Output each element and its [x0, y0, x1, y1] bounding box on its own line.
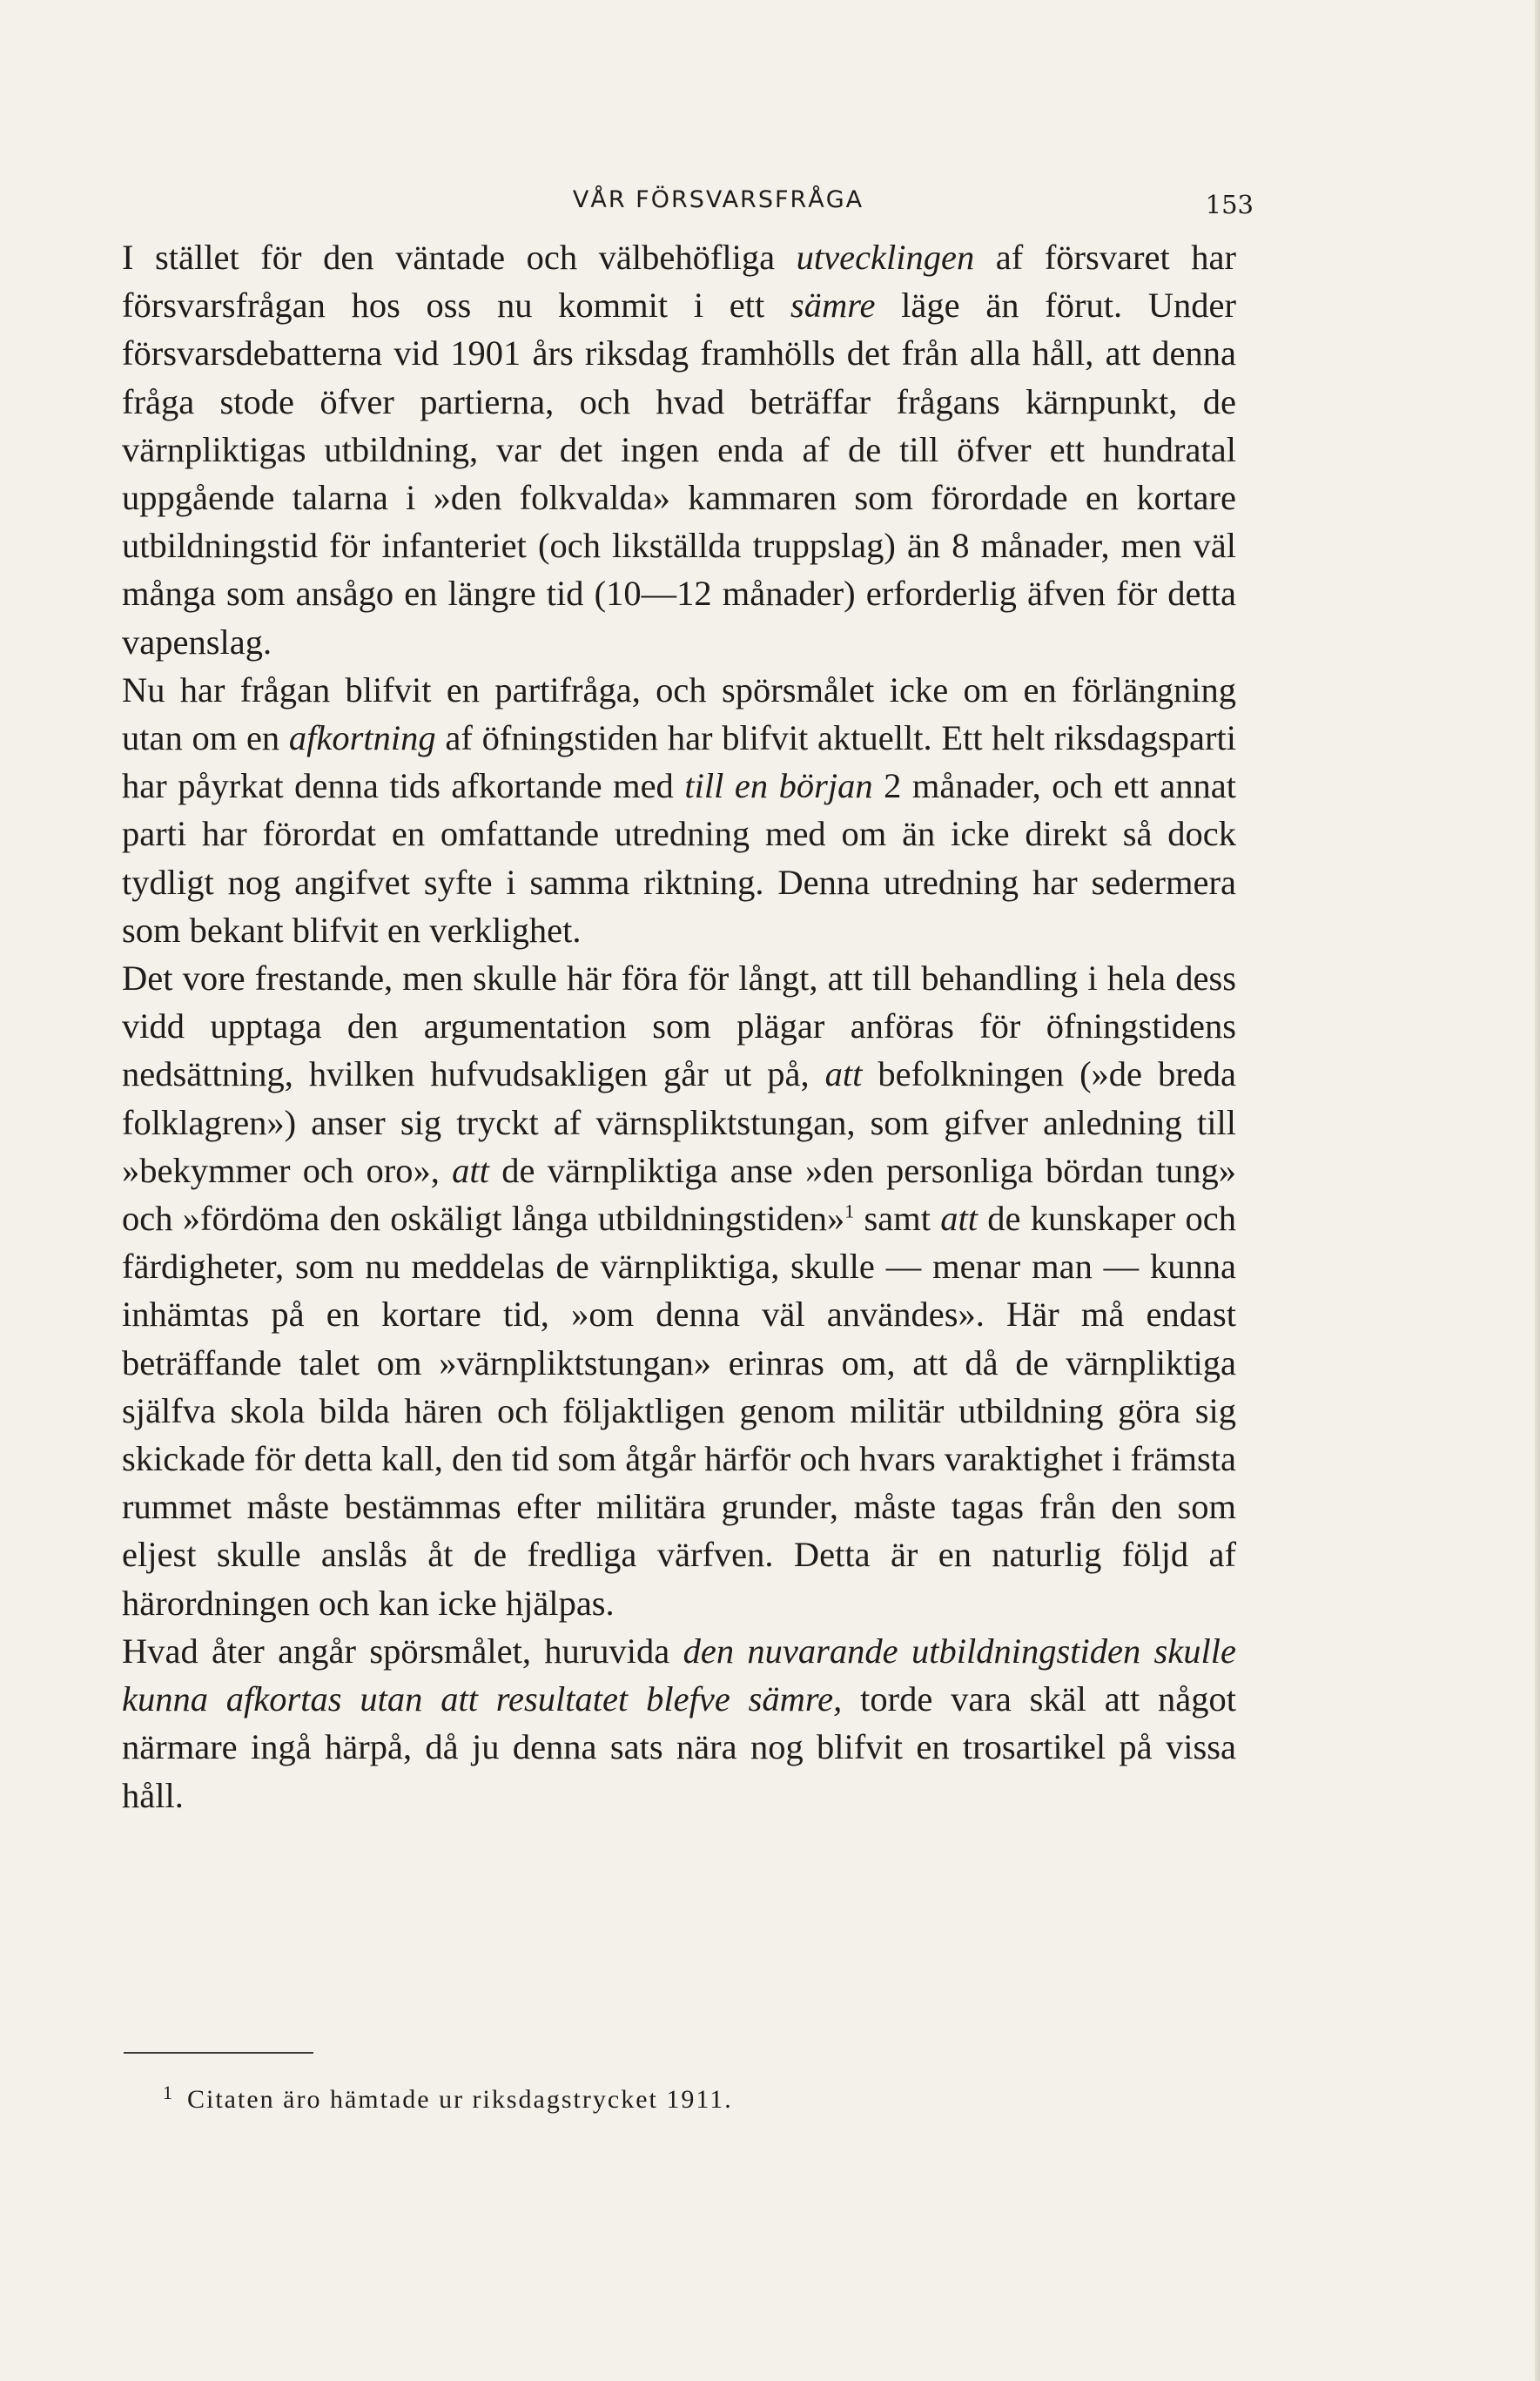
text-run: I stället för den väntade och välbehöfliga [122, 238, 797, 277]
text-run: befolkningen (»de breda folklagren») anser sig tryckt af värnspliktstungan, som gifver anledning till »bekymmer och oro», [122, 1054, 1236, 1190]
body-text [122, 233, 1236, 1819]
text-run: de värnpliktiga anse »den personliga bördan tung» och »fördöma den oskäligt långa utbildningstiden» [122, 1150, 1237, 1239]
italic-text: afkortning [288, 718, 436, 758]
paragraph-3 [122, 954, 1236, 1627]
footnote-rule [124, 2052, 313, 2054]
text-run: torde vara skäl att något närmare ingå härpå, då ju denna sats nära nog blifvit en trosartikel på vissa håll. [122, 1679, 1236, 1815]
footnote-text: Citaten äro hämtade ur riksdagstrycket 1911. [187, 2085, 733, 2114]
italic-text: att [452, 1150, 489, 1190]
footnote-reference: 1 [844, 1200, 855, 1222]
text-run: 2 månader, och ett annat parti har förordat en omfattande utredning med om än icke direkt så dock tydligt nog angifvet syfte i samma riktning. Denna utredning har sedermera som bekant blifvit en verklighet. [122, 766, 1236, 950]
running-head [183, 181, 1254, 225]
paragraph-2 [122, 666, 1236, 954]
italic-text: den nuvarande utbildningstiden skulle kunna afkortas utan att resultatet blefve sämre, [122, 1631, 1237, 1719]
footnote-marker: 1 [163, 2082, 174, 2103]
text-run: af försvaret har försvarsfrågan hos oss nu kommit i ett [122, 238, 1237, 326]
text-run: läge än förut. Under försvarsdebatterna vid 1901 års riksdag framhölls det från alla håll, att denna fråga stode öfver partierna, och hvad beträffar frågans kärnpunkt, de värnpliktigas utbildning, var det ingen enda af de till öfver ett hundratal uppgående talarna i »den folkvalda» kammaren som förordade en kortare utbildningstid för infanteriet (och likställda truppslag) än 8 månader, men väl många som ansågo en längre tid (10—12 månader) erforderlig äfven för detta vapenslag. [122, 286, 1236, 662]
page-number: 153 [1205, 190, 1254, 219]
text-run: samt [854, 1199, 941, 1239]
paragraph-1 [122, 233, 1236, 666]
text-run: de kunskaper och färdigheter, som nu meddelas de värnpliktiga, skulle — menar man — kunna inhämtas på en kortare tid, »om denna väl användes». Här må endast beträffande talet om »värnpliktstungan» erinras om, att då de värnpliktiga själfva skola bilda hären och följaktligen genom militär utbildning göra sig skickade för detta kall, den tid som åtgår härför och hvars varaktighet i främsta rummet måste bestämmas efter militära grunder, måste tagas från den som eljest skulle anslås åt de fredliga värfven. Detta är en naturlig följd af härordningen och kan icke hjälpas. [122, 1199, 1236, 1623]
footnote [163, 2082, 733, 2115]
italic-text: sämre [790, 286, 876, 326]
paragraph-4 [122, 1627, 1236, 1819]
text-run: af öfningstiden har blifvit aktuellt. Ett helt riksdagsparti har påyrkat denna tids afkortande med [122, 718, 1236, 806]
page-edge [1535, 0, 1540, 2381]
italic-text: till en början [684, 766, 873, 806]
italic-text: utvecklingen [796, 238, 975, 277]
italic-text: att [940, 1199, 978, 1239]
text-run: Nu har frågan blifvit en partifråga, och spörsmålet icke om en förlängning utan om en [122, 669, 1236, 758]
running-title: VÅR FÖRSVARSFRÅGA [572, 186, 864, 213]
text-run: Hvad åter angår spörsmålet, huruvida [122, 1631, 683, 1671]
text-run: Det vore frestande, men skulle här föra för långt, att till behandling i hela dess vidd upptaga den argumentation som plägar anföras för öfningstidens nedsättning, hvilken hufvudsakligen går ut på, [122, 958, 1236, 1094]
italic-text: att [824, 1054, 863, 1094]
